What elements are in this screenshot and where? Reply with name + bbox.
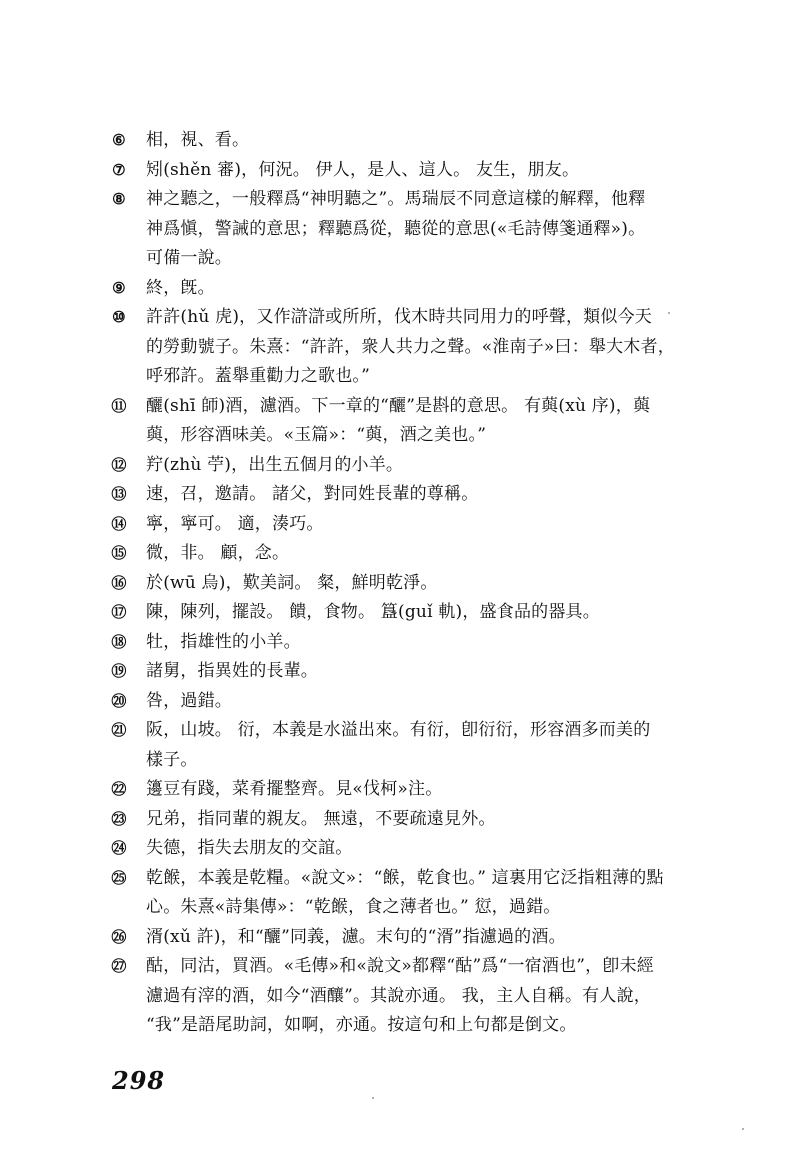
annotation-number: ㉕	[111, 868, 127, 887]
annotation-text-line: 羜(zhù 苧)，出生五個月的小羊。	[146, 454, 404, 475]
annotation-text-line: 矧(shěn 審)，何況。 伊人，是人、這人。 友生，朋友。	[146, 159, 580, 180]
annotation-text-line: 乾餱，本義是乾糧。«說文»：“餱，乾食也。” 這裏用它泛指粗薄的點	[146, 867, 664, 888]
annotation-item	[108, 657, 668, 687]
annotation-number: ㉔	[111, 839, 127, 857]
annotation-text-line: 籩豆有踐，菜肴擺整齊。見«伐柯»注。	[146, 779, 443, 799]
annotation-text-line: 樣子。	[146, 749, 198, 770]
annotation-text-line: 神爲愼，警誡的意思；釋聽爲從，聽從的意思(«毛詩傳箋通釋»)。	[146, 218, 646, 239]
annotation-item	[108, 274, 668, 304]
annotation-text-line: 速，召，邀請。 諸父，對同姓長輩的尊稱。	[146, 484, 479, 504]
annotation-text-line: 可備一說。	[146, 248, 232, 268]
annotation-item	[108, 539, 668, 569]
annotation-number: ⑫	[111, 455, 127, 474]
annotation-item	[108, 864, 668, 923]
annotation-text-line: “我”是語尾助詞，如啊，亦通。按這句和上句都是倒文。	[146, 1015, 577, 1035]
annotation-text-line: 酤，同沽，買酒。«毛傳»和«說文»都釋“酤”爲“一宿酒也”，卽未經	[146, 956, 654, 976]
annotation-list	[108, 126, 675, 1041]
page-number: 298	[112, 1066, 166, 1095]
annotation-number: ⑯	[111, 573, 127, 592]
annotation-text-line: 許許(hǔ 虎)，又作滸滸或所所，伐木時共同用力的呼聲，類似今天	[146, 307, 652, 327]
annotation-number: ⑩	[112, 308, 126, 326]
annotation-text-line: 藇，形容酒味美。«玉篇»：“藇，酒之美也。”	[146, 425, 487, 445]
annotation-number: ⑳	[111, 691, 127, 710]
annotation-text-line: 心。朱熹«詩集傳»：“乾餱，食之薄者也。” 愆，過錯。	[146, 897, 561, 917]
annotation-number: ⑭	[111, 514, 127, 533]
annotation-number: ⑬	[111, 485, 127, 503]
annotation-text-line: 陳，陳列，擺設。 饋，食物。 簋(guǐ 軌)，盛食品的器具。	[146, 602, 600, 622]
annotation-number: ⑧	[112, 190, 126, 208]
annotation-item	[108, 156, 668, 186]
annotation-number: ㉗	[111, 957, 127, 975]
annotation-text-line: 失德，指失去朋友的交誼。	[146, 838, 353, 858]
annotation-text-line: 寧，寧可。 適，湊巧。	[146, 513, 324, 534]
annotation-number: ⑮	[111, 544, 127, 562]
annotation-item	[108, 126, 668, 156]
annotation-number: ㉑	[111, 721, 127, 739]
annotation-text-line: 終，旣。	[146, 277, 215, 298]
annotation-item	[108, 805, 668, 835]
annotation-item	[108, 569, 668, 599]
annotation-number: ⑨	[112, 278, 126, 297]
annotation-text-line: 牡，指雄性的小羊。	[146, 631, 301, 652]
annotation-text-line: 濾過有滓的酒，如今“酒釀”。其說亦通。 我，主人自稱。有人說，	[146, 985, 651, 1006]
scan-speck	[742, 1128, 744, 1130]
annotation-number: ㉖	[111, 927, 127, 946]
annotation-item	[108, 952, 668, 1041]
annotation-item	[108, 451, 668, 481]
annotation-text-line: 咎，過錯。	[146, 690, 232, 711]
annotation-number: ⑦	[112, 160, 126, 179]
annotation-number: ⑪	[111, 396, 127, 415]
annotation-item	[108, 510, 668, 540]
annotation-text-line: 兄弟，指同輩的親友。 無遠，不要疏遠見外。	[146, 808, 496, 829]
annotation-item	[108, 480, 668, 510]
annotation-item	[108, 716, 668, 775]
annotation-item	[108, 392, 668, 451]
scan-speck	[668, 312, 670, 314]
annotation-number: ㉓	[111, 809, 127, 828]
scan-speck	[372, 1097, 374, 1099]
annotation-text-line: 阪，山坡。 衍，本義是水溢出來。有衍，卽衍衍，形容酒多而美的	[146, 720, 651, 740]
annotation-item	[108, 923, 668, 953]
annotation-item	[108, 687, 668, 717]
annotation-text-line: 微，非。 顧，念。	[146, 543, 290, 563]
annotation-item	[108, 185, 668, 274]
annotation-number: ⑥	[112, 131, 126, 149]
annotation-text-line: 相，視、看。	[146, 130, 250, 150]
annotation-number: ⑲	[111, 662, 127, 680]
annotation-text-line: 於(wū 烏)，歎美詞。 粲，鮮明乾淨。	[146, 572, 438, 593]
annotation-text-line: 神之聽之，一般釋爲“神明聽之”。馬瑞辰不同意這樣的解釋，他釋	[146, 189, 646, 209]
annotation-item	[108, 628, 668, 658]
annotation-item	[108, 598, 668, 628]
annotation-text-line: 釃(shī 師)酒，濾酒。下一章的“釃”是斟的意思。 有藇(xù 序)，藇	[146, 395, 651, 416]
annotation-item	[108, 775, 668, 805]
annotation-text-line: 湑(xǔ 許)，和“釃”同義，濾。末句的“湑”指濾過的酒。	[146, 926, 566, 947]
annotation-number: ⑱	[111, 632, 127, 651]
annotation-number: ㉒	[111, 780, 127, 798]
annotation-item	[108, 303, 675, 392]
annotation-item	[108, 834, 668, 864]
annotation-text-line: 的勞動號子。朱熹：“許許，衆人共力之聲。«淮南子»曰：舉大木者，	[146, 336, 675, 357]
annotation-text-line: 呼邪許。蓋舉重勸力之歌也。”	[146, 366, 370, 386]
annotation-text-line: 諸舅，指異姓的長輩。	[146, 661, 318, 681]
annotation-number: ⑰	[111, 603, 127, 621]
